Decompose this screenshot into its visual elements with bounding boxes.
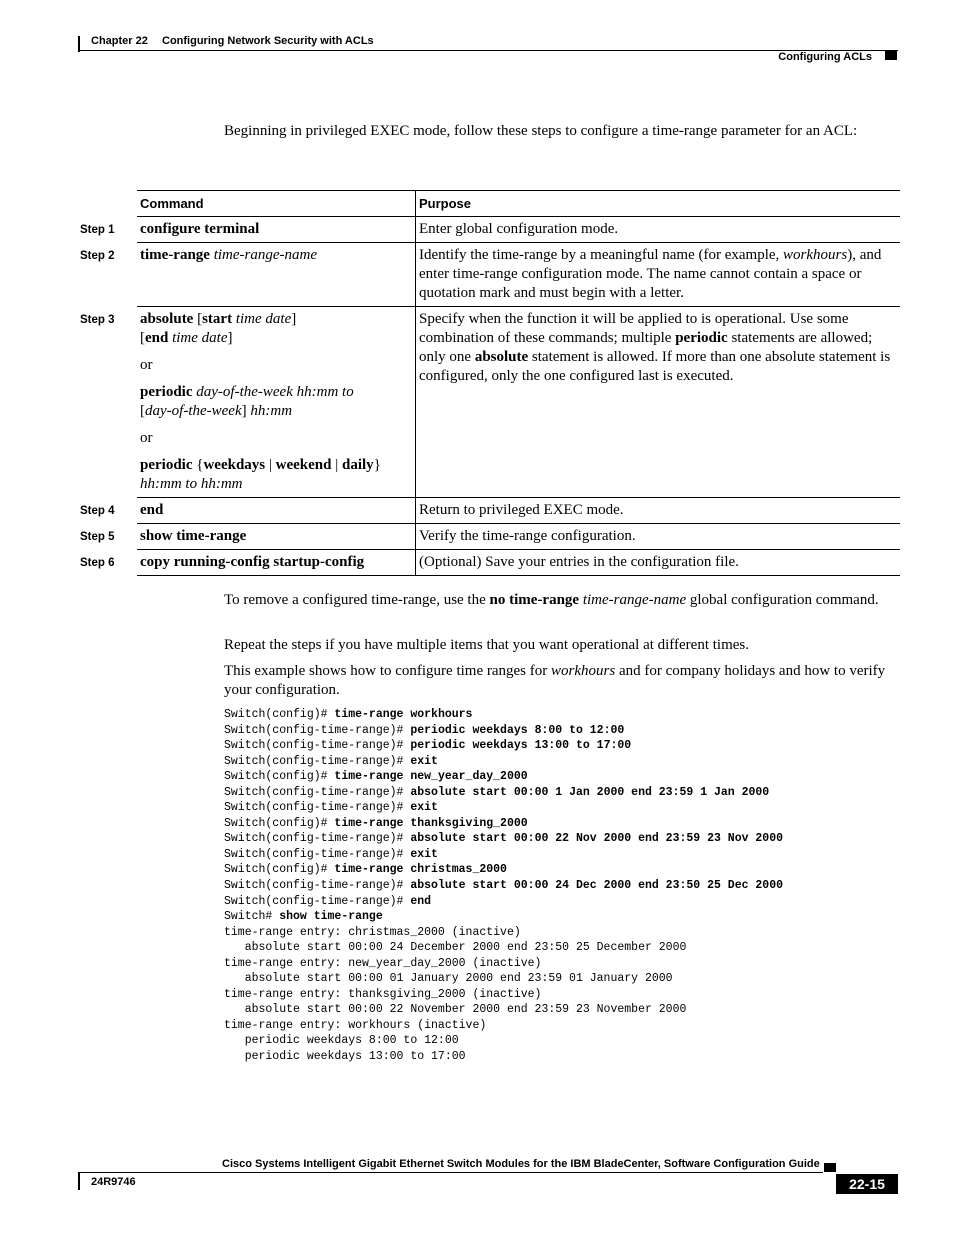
table-row	[80, 217, 900, 243]
code-prompt: absolute start 00:00 01 January 2000 end 23:59 01 January 2000	[224, 972, 673, 986]
purpose-cell: Enter global configuration mode.	[416, 217, 901, 243]
code-prompt: Switch(config-time-range)#	[224, 894, 411, 908]
table-row	[80, 307, 900, 498]
table-row	[80, 524, 900, 550]
step-label: Step 2	[80, 249, 115, 262]
footer-marker	[824, 1163, 836, 1172]
intro-paragraph: Beginning in privileged EXEC mode, follow these steps to configure a time-range parameter for an ACL:	[224, 123, 858, 139]
code-prompt: Switch(config-time-range)#	[224, 832, 411, 846]
code-prompt: Switch(config-time-range)#	[224, 785, 411, 799]
step-label: Step 1	[80, 223, 115, 236]
code-line	[224, 723, 783, 739]
code-line	[224, 878, 783, 894]
code-line	[224, 831, 783, 847]
code-line	[224, 987, 783, 1003]
code-line	[224, 909, 783, 925]
column-header-purpose: Purpose	[416, 191, 901, 217]
code-command: absolute start 00:00 1 Jan 2000 end 23:59 1 Jan 2000	[410, 785, 770, 799]
purpose-cell: (Optional) Save your entries in the configuration file.	[416, 550, 901, 576]
code-command: exit	[410, 847, 438, 861]
step-label: Step 6	[80, 556, 115, 569]
code-prompt: Switch(config-time-range)#	[224, 847, 411, 861]
doc-number: 24R9746	[91, 1176, 136, 1188]
code-line	[224, 769, 783, 785]
table-row	[80, 498, 900, 524]
code-line	[224, 847, 783, 863]
column-header-command: Command	[137, 191, 416, 217]
code-line	[224, 862, 783, 878]
code-prompt: absolute start 00:00 22 November 2000 end 23:59 23 November 2000	[224, 1003, 687, 1017]
steps-table	[80, 190, 900, 576]
code-prompt: absolute start 00:00 24 December 2000 end 23:50 25 December 2000	[224, 941, 687, 955]
code-command: time-range workhours	[334, 708, 473, 721]
command-cell: time-range time-range-name	[137, 243, 416, 307]
header-rule	[78, 50, 898, 51]
code-line	[224, 940, 783, 956]
chapter-label: Chapter 22	[91, 35, 148, 47]
code-command: absolute start 00:00 24 Dec 2000 end 23:50 25 Dec 2000	[410, 879, 784, 893]
code-line	[224, 894, 783, 910]
footer-rule	[78, 1172, 823, 1173]
step-label: Step 4	[80, 504, 115, 517]
code-line	[224, 1002, 783, 1018]
code-prompt: Switch(config)#	[224, 863, 335, 877]
code-line	[224, 738, 783, 754]
purpose-cell: Specify when the function it will be applied to is operational. Use some combination of these commands; multiple periodic statements are allowed; only one absolute statement is allowed. If more than one absolute statement is configured, only the one configured last is executed.	[416, 307, 901, 498]
code-prompt: Switch(config-time-range)#	[224, 754, 411, 768]
code-command: time-range new_year_day_2000	[334, 770, 528, 784]
code-line	[224, 785, 783, 801]
purpose-cell: Return to privileged EXEC mode.	[416, 498, 901, 524]
code-prompt: Switch#	[224, 910, 280, 924]
code-line	[224, 925, 783, 941]
code-line	[224, 971, 783, 987]
code-prompt: Switch(config-time-range)#	[224, 801, 411, 815]
code-command: absolute start 00:00 22 Nov 2000 end 23:59 23 Nov 2000	[410, 832, 784, 846]
page-number: 22-15	[836, 1174, 898, 1194]
code-prompt: time-range entry: workhours (inactive)	[224, 1018, 487, 1032]
code-command: time-range thanksgiving_2000	[334, 816, 528, 830]
code-example	[224, 707, 783, 1065]
code-line	[224, 1033, 783, 1049]
code-command: exit	[410, 754, 438, 768]
code-command: time-range christmas_2000	[334, 863, 507, 877]
repeat-paragraph: Repeat the steps if you have multiple items that you want operational at different times.	[224, 637, 749, 653]
remove-paragraph: To remove a configured time-range, use the no time-range time-range-name global configuration command.	[224, 592, 879, 608]
code-prompt: periodic weekdays 13:00 to 17:00	[224, 1050, 466, 1064]
code-command: show time-range	[279, 910, 383, 924]
code-prompt: Switch(config-time-range)#	[224, 723, 411, 737]
code-line	[224, 1049, 783, 1065]
command-cell: copy running-config startup-config	[137, 550, 416, 576]
table-row	[80, 550, 900, 576]
code-command: periodic weekdays 8:00 to 12:00	[410, 723, 625, 737]
step-label: Step 3	[80, 313, 115, 326]
code-prompt: Switch(config)#	[224, 816, 335, 830]
code-line	[224, 800, 783, 816]
code-line	[224, 707, 783, 723]
code-line	[224, 1018, 783, 1034]
code-line	[224, 754, 783, 770]
code-prompt: Switch(config)#	[224, 708, 335, 721]
code-command: exit	[410, 801, 438, 815]
code-prompt: Switch(config-time-range)#	[224, 879, 411, 893]
code-prompt: time-range entry: thanksgiving_2000 (inactive)	[224, 987, 542, 1001]
footer-title: Cisco Systems Intelligent Gigabit Ethernet Switch Modules for the IBM BladeCenter, Software Configuration Guide	[222, 1158, 820, 1170]
code-command: end	[410, 894, 432, 908]
example-paragraph: This example shows how to configure time ranges for workhours and for company holidays and how to verify your configuration.	[224, 663, 886, 698]
command-cell: show time-range	[137, 524, 416, 550]
purpose-cell: Verify the time-range configuration.	[416, 524, 901, 550]
table-row	[80, 243, 900, 307]
code-prompt: time-range entry: new_year_day_2000 (inactive)	[224, 956, 542, 970]
code-command: periodic weekdays 13:00 to 17:00	[410, 739, 632, 753]
purpose-cell: Identify the time-range by a meaningful name (for example, workhours), and enter time-range configuration mode. The name cannot contain a space or quotation mark and must begin with a letter.	[416, 243, 901, 307]
code-line	[224, 956, 783, 972]
code-prompt: time-range entry: christmas_2000 (inactive)	[224, 925, 521, 939]
header-marker	[885, 51, 897, 60]
section-title: Configuring ACLs	[778, 51, 872, 63]
chapter-title: Configuring Network Security with ACLs	[162, 35, 374, 47]
code-prompt: Switch(config)#	[224, 770, 335, 784]
code-line	[224, 816, 783, 832]
code-prompt: periodic weekdays 8:00 to 12:00	[224, 1034, 459, 1048]
code-prompt: Switch(config-time-range)#	[224, 739, 411, 753]
footer-rule-vertical	[78, 1172, 80, 1190]
command-cell: absolute [start time date] [end time date] or periodic day-of-the-week hh:mm to [day-of-the-week] hh:mm or periodic {weekdays | weekend | daily} hh:mm to hh:mm	[137, 307, 416, 498]
command-cell: configure terminal	[137, 217, 416, 243]
command-cell: end	[137, 498, 416, 524]
step-label: Step 5	[80, 530, 115, 543]
